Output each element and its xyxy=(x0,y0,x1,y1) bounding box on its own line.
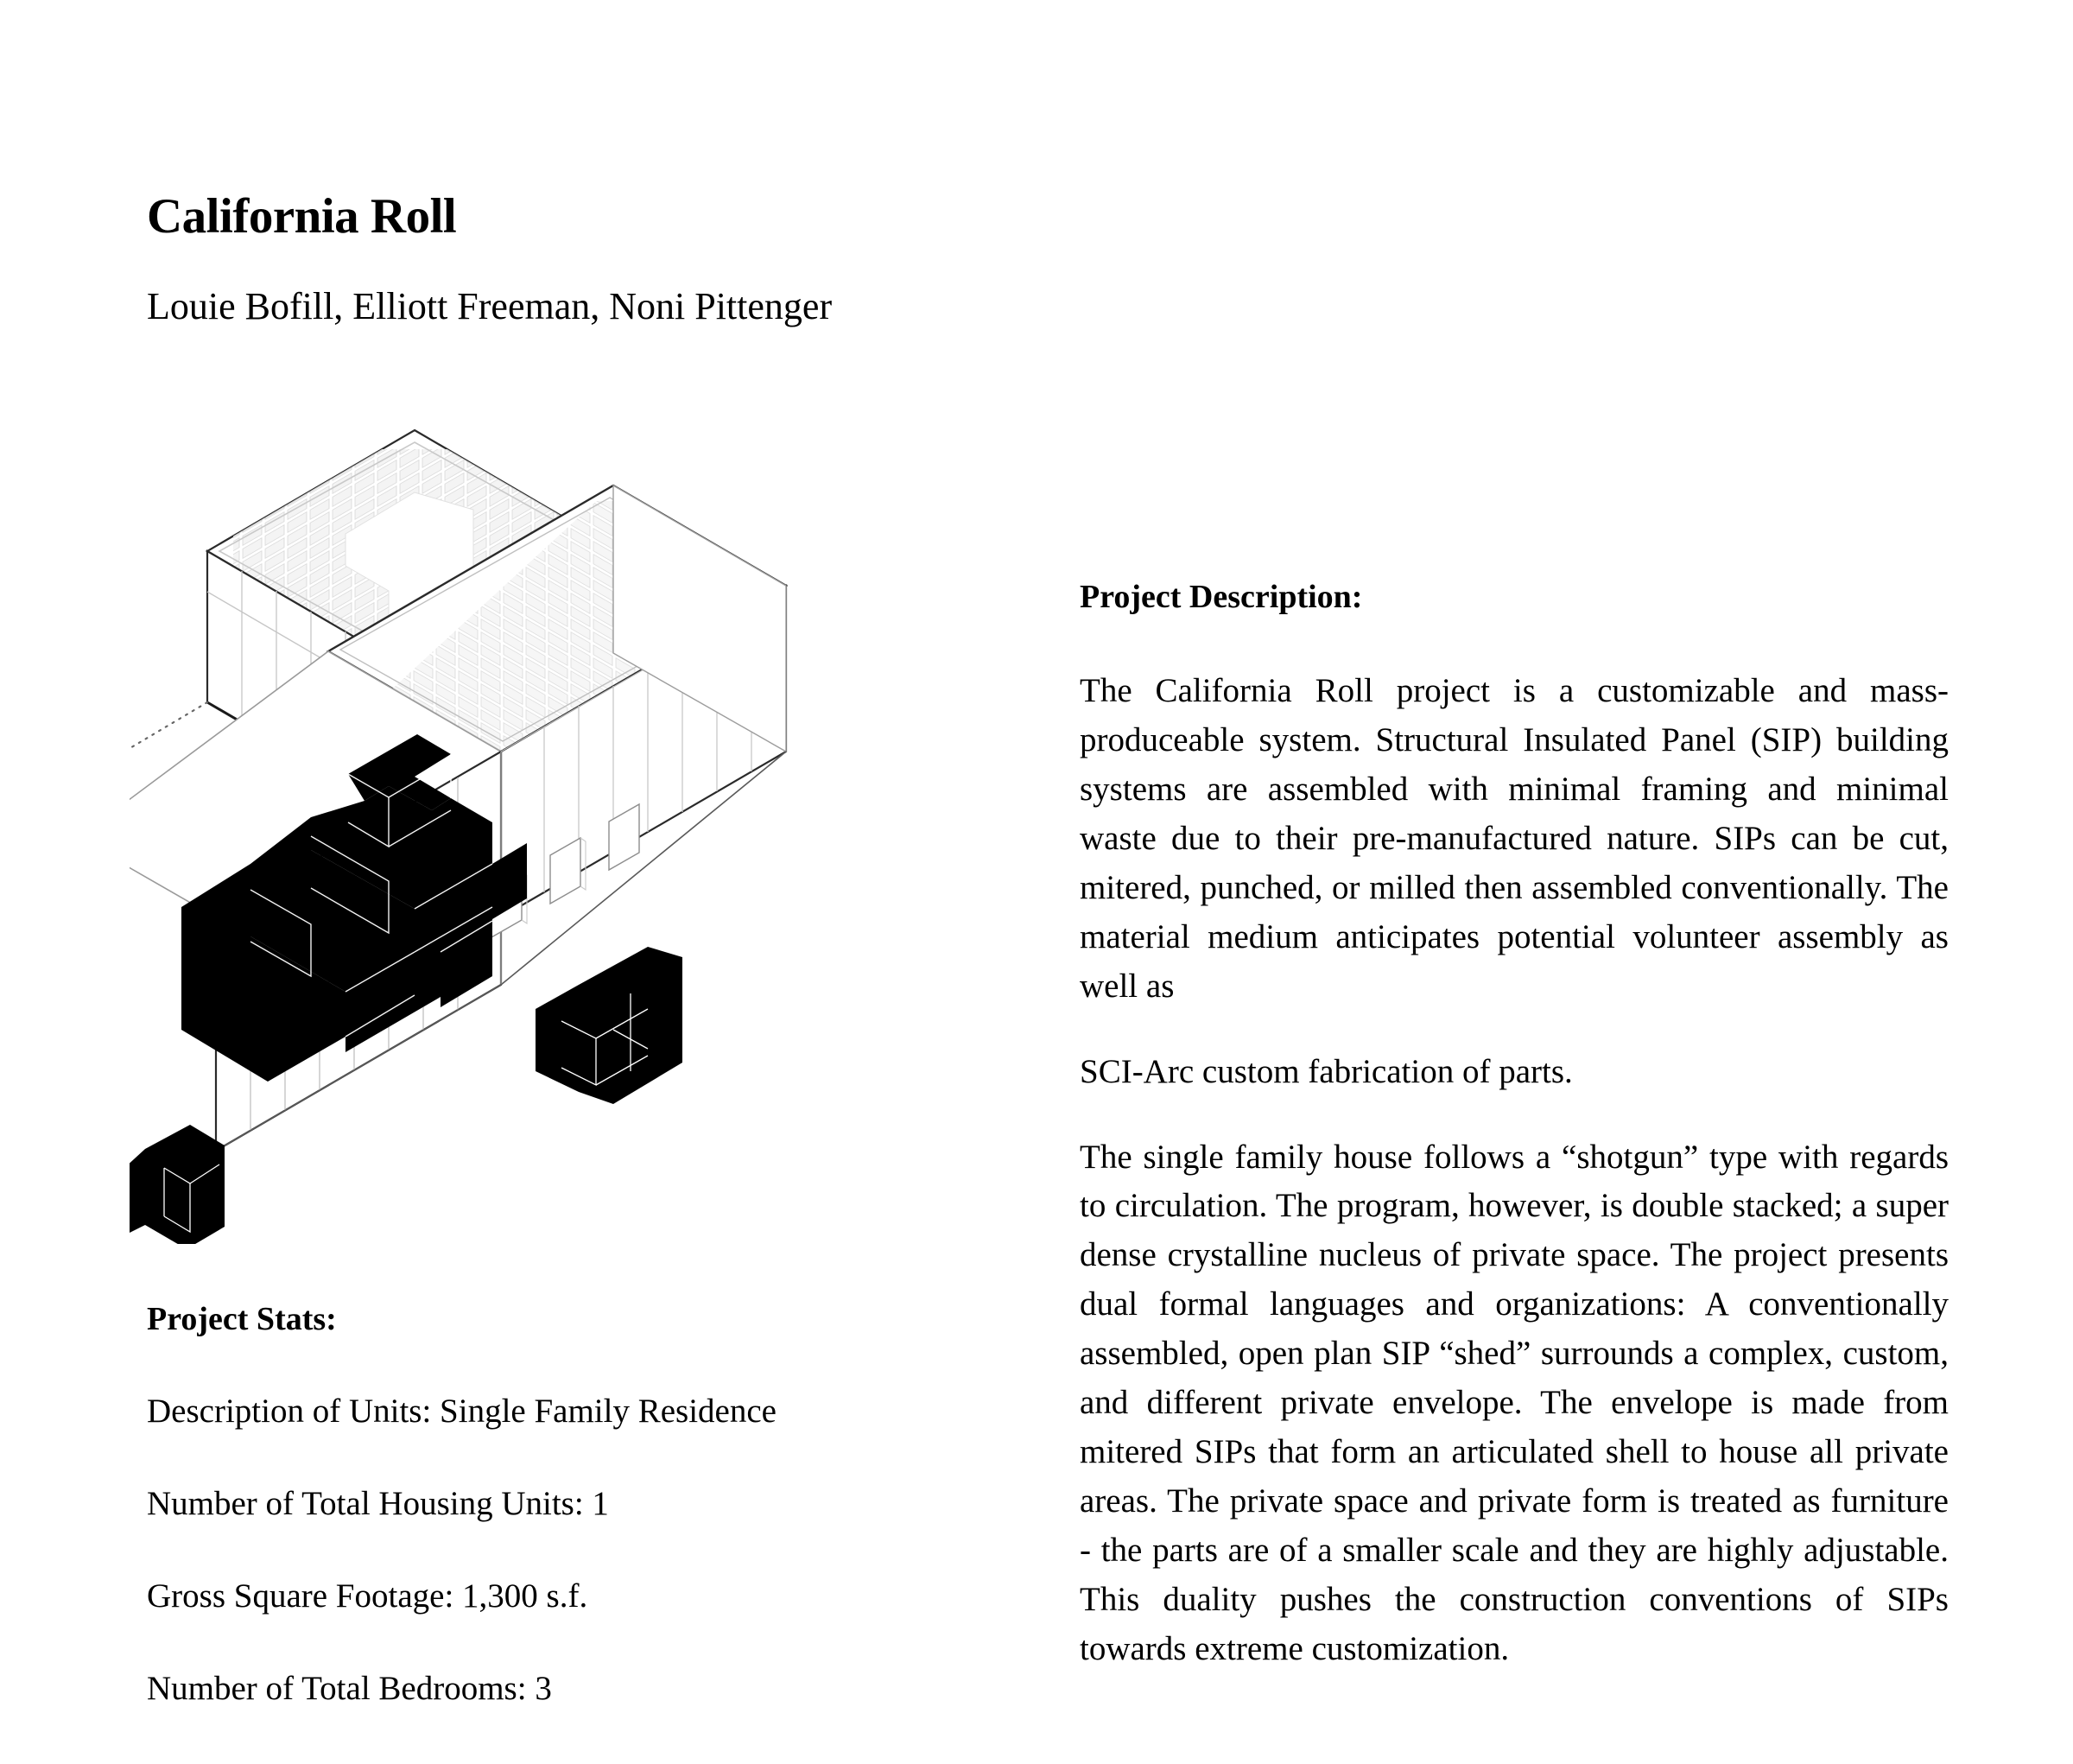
project-description-heading: Project Description: xyxy=(1080,579,1363,615)
stat-gross-square-footage: Gross Square Footage: 1,300 s.f. xyxy=(147,1577,588,1615)
nucleus-facade-panel-edge xyxy=(536,985,579,1092)
project-axonometric-figure xyxy=(130,380,1045,1244)
stat-description-of-units: Description of Units: Single Family Residence xyxy=(147,1393,777,1430)
axonometric-diagram-svg xyxy=(130,380,1045,1244)
description-paragraph-1: The California Roll project is a customizable and mass-produceable system. Structural Insulated Panel (SIP) building systems are assembled with minimal framing and minimal waste due to their pre-manufactured nature. SIPs can be cut, mitered, punched, or milled then assembled conventionally. The material medium anticipates potential volunteer assembly as well as xyxy=(1080,672,1949,1005)
stat-total-bedrooms: Number of Total Bedrooms: 3 xyxy=(147,1670,552,1707)
project-description-section xyxy=(1080,581,1949,1674)
description-paragraph-1-tail: SCI-Arc custom fabrication of parts. xyxy=(1080,1052,1573,1090)
nucleus-west-prism-side xyxy=(130,1149,145,1244)
author-line: Louie Bofill, Elliott Freeman, Noni Pittenger xyxy=(147,285,833,327)
stat-total-housing-units: Number of Total Housing Units: 1 xyxy=(147,1485,609,1522)
nucleus-west-prism xyxy=(145,1125,225,1244)
project-stats-section xyxy=(147,1303,1011,1764)
project-stats-heading: Project Stats: xyxy=(147,1301,337,1337)
description-paragraph-2: The single family house follows a “shotgun” type with regards to circulation. The program, however, is double stacked; a super dense crystalline nucleus of private space. The project presents dual formal languages and organizations: A conventionally assembled, open plan SIP “shed” surrounds a complex, custom, and different private envelope. The envelope is made from mitered SIPs that form an articulated shell to house all private areas. The private space and private form is treated as furniture - the parts are of a smaller scale and they are highly adjustable. This duality pushes the construction conventions of SIPs towards extreme customization. xyxy=(1080,1138,1949,1667)
page-title: California Roll xyxy=(147,189,457,244)
